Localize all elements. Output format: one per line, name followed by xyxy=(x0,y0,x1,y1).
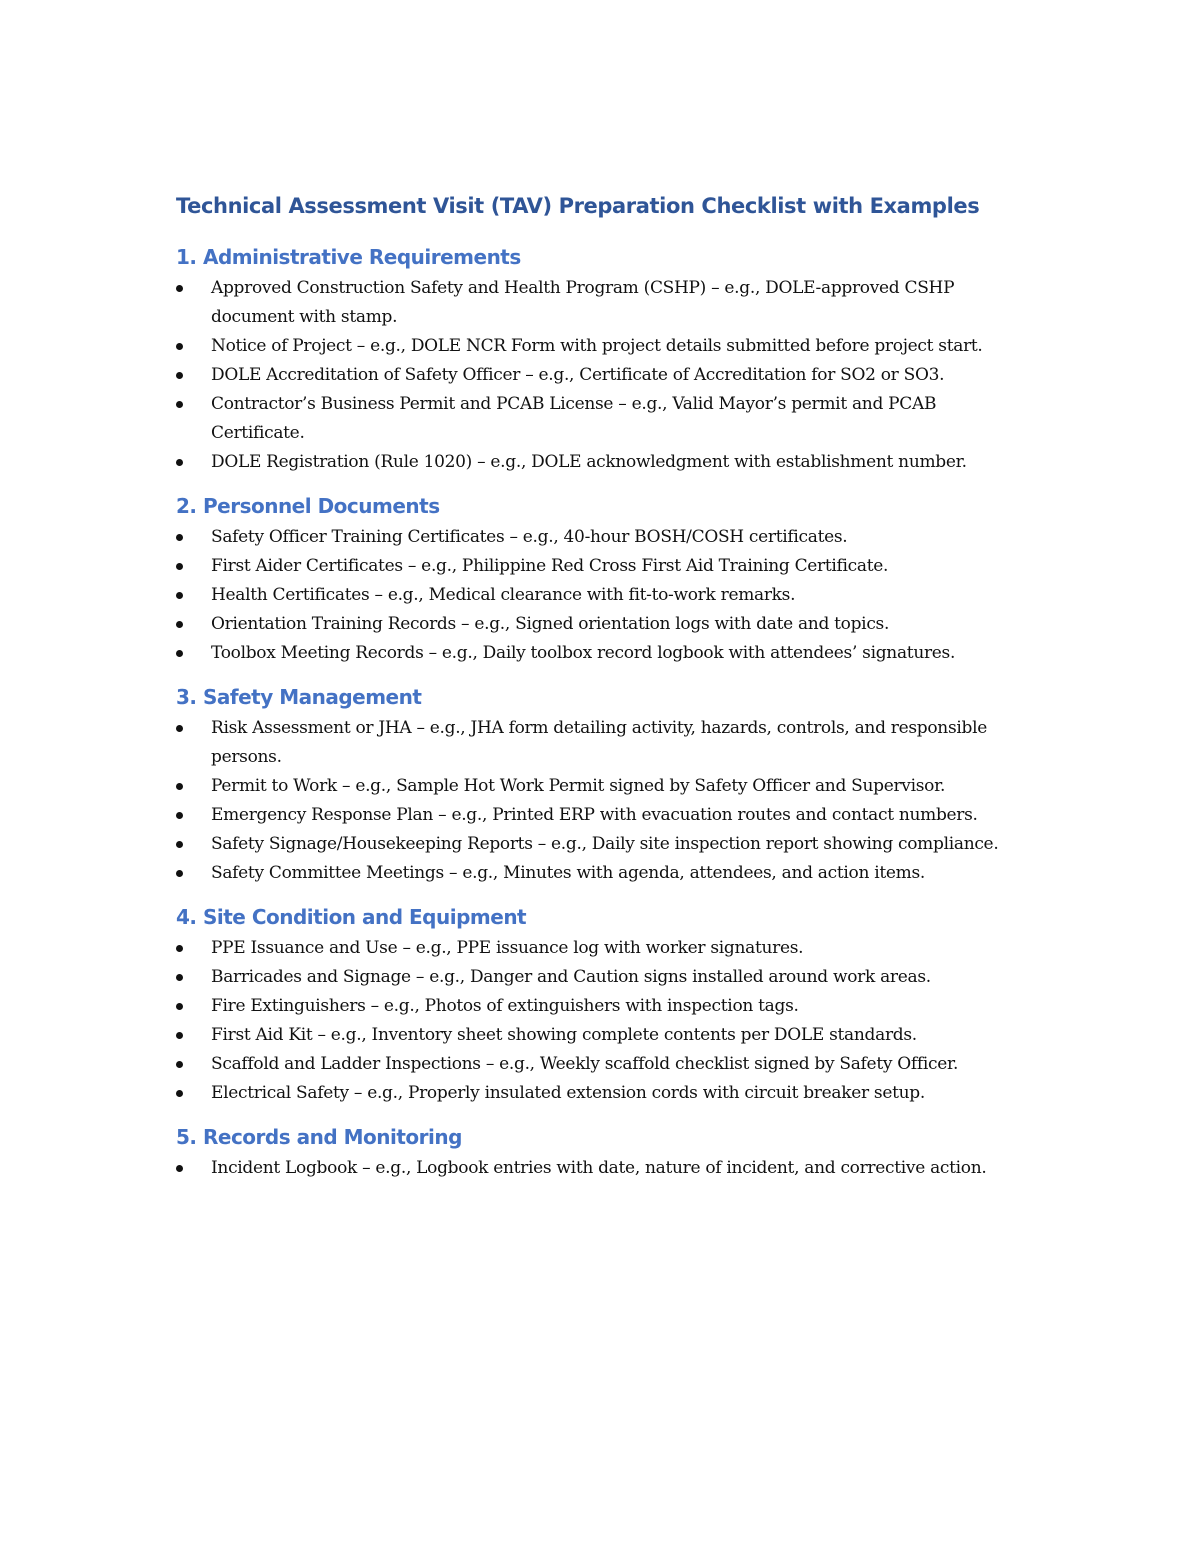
list-item xyxy=(176,1050,1001,1079)
list-item-text: Safety Committee Meetings – e.g., Minutes with agenda, attendees, and action items. xyxy=(211,863,925,883)
bullet-icon xyxy=(176,974,183,981)
list-item-text: Fire Extinguishers – e.g., Photos of extinguishers with inspection tags. xyxy=(211,996,799,1016)
bullet-icon xyxy=(176,534,183,541)
list-item xyxy=(176,552,1001,581)
bullet-icon xyxy=(176,343,183,350)
list-item xyxy=(176,332,1001,361)
list-item xyxy=(176,1079,1001,1108)
bullet-icon xyxy=(176,1032,183,1039)
list-item-text: First Aider Certificates – e.g., Philippine Red Cross First Aid Training Certificate. xyxy=(211,556,889,576)
bullet-icon xyxy=(176,563,183,570)
bullet-icon xyxy=(176,401,183,408)
section xyxy=(176,682,1036,888)
list-item xyxy=(176,581,1001,610)
list-item-text: Safety Signage/Housekeeping Reports – e.g., Daily site inspection report showing compliance. xyxy=(211,834,999,854)
list-item-text: Incident Logbook – e.g., Logbook entries with date, nature of incident, and corrective action. xyxy=(211,1158,987,1178)
list-item xyxy=(176,934,1001,963)
list-item xyxy=(176,523,1001,552)
bullet-icon xyxy=(176,592,183,599)
bullet-icon xyxy=(176,1003,183,1010)
list-item-text: Scaffold and Ladder Inspections – e.g., Weekly scaffold checklist signed by Safety Officer. xyxy=(211,1054,959,1074)
checklist xyxy=(176,714,1036,888)
list-item xyxy=(176,274,1001,332)
list-item-text: Notice of Project – e.g., DOLE NCR Form with project details submitted before project start. xyxy=(211,336,983,356)
list-item-text: Barricades and Signage – e.g., Danger and Caution signs installed around work areas. xyxy=(211,967,931,987)
document-body xyxy=(176,190,1036,1197)
list-item-text: Permit to Work – e.g., Sample Hot Work Permit signed by Safety Officer and Supervisor. xyxy=(211,776,946,796)
section-heading: 1. Administrative Requirements xyxy=(176,245,521,269)
list-item xyxy=(176,801,1001,830)
list-item xyxy=(176,992,1001,1021)
list-item xyxy=(176,639,1001,668)
checklist xyxy=(176,934,1036,1108)
bullet-icon xyxy=(176,725,183,732)
bullet-icon xyxy=(176,1061,183,1068)
list-item xyxy=(176,361,1001,390)
list-item xyxy=(176,390,1001,448)
list-item xyxy=(176,963,1001,992)
list-item-text: Contractor’s Business Permit and PCAB License – e.g., Valid Mayor’s permit and PCAB Certificate. xyxy=(211,394,937,443)
list-item xyxy=(176,859,1001,888)
bullet-icon xyxy=(176,783,183,790)
bullet-icon xyxy=(176,650,183,657)
list-item xyxy=(176,772,1001,801)
list-item-text: Electrical Safety – e.g., Properly insulated extension cords with circuit breaker setup. xyxy=(211,1083,925,1103)
bullet-icon xyxy=(176,812,183,819)
list-item-text: PPE Issuance and Use – e.g., PPE issuance log with worker signatures. xyxy=(211,938,804,958)
bullet-icon xyxy=(176,459,183,466)
list-item xyxy=(176,830,1001,859)
list-item-text: First Aid Kit – e.g., Inventory sheet showing complete contents per DOLE standards. xyxy=(211,1025,917,1045)
list-item-text: Orientation Training Records – e.g., Signed orientation logs with date and topics. xyxy=(211,614,890,634)
section-heading: 4. Site Condition and Equipment xyxy=(176,905,527,929)
list-item xyxy=(176,714,1001,772)
list-item xyxy=(176,1021,1001,1050)
section xyxy=(176,491,1036,668)
section-heading: 5. Records and Monitoring xyxy=(176,1125,462,1149)
bullet-icon xyxy=(176,621,183,628)
bullet-icon xyxy=(176,1165,183,1172)
checklist xyxy=(176,274,1036,477)
list-item-text: Approved Construction Safety and Health Program (CSHP) – e.g., DOLE-approved CSHP document with stamp. xyxy=(211,278,955,327)
checklist xyxy=(176,1154,1036,1183)
sections-container xyxy=(176,242,1036,1183)
section xyxy=(176,1122,1036,1183)
list-item-text: Health Certificates – e.g., Medical clearance with fit-to-work remarks. xyxy=(211,585,796,605)
list-item-text: Emergency Response Plan – e.g., Printed ERP with evacuation routes and contact numbers. xyxy=(211,805,978,825)
list-item xyxy=(176,448,1001,477)
bullet-icon xyxy=(176,1090,183,1097)
list-item-text: DOLE Accreditation of Safety Officer – e.g., Certificate of Accreditation for SO2 or SO3. xyxy=(211,365,945,385)
bullet-icon xyxy=(176,870,183,877)
list-item xyxy=(176,1154,1001,1183)
bullet-icon xyxy=(176,285,183,292)
bullet-icon xyxy=(176,372,183,379)
section xyxy=(176,242,1036,477)
list-item xyxy=(176,610,1001,639)
section-heading: 3. Safety Management xyxy=(176,685,422,709)
list-item-text: Toolbox Meeting Records – e.g., Daily toolbox record logbook with attendees’ signatures. xyxy=(211,643,956,663)
bullet-icon xyxy=(176,945,183,952)
section-heading: 2. Personnel Documents xyxy=(176,494,440,518)
list-item-text: Risk Assessment or JHA – e.g., JHA form detailing activity, hazards, controls, and responsible persons. xyxy=(211,718,987,767)
list-item-text: Safety Officer Training Certificates – e.g., 40-hour BOSH/COSH certificates. xyxy=(211,527,848,547)
checklist xyxy=(176,523,1036,668)
list-item-text: DOLE Registration (Rule 1020) – e.g., DOLE acknowledgment with establishment number. xyxy=(211,452,967,472)
document-title: Technical Assessment Visit (TAV) Preparation Checklist with Examples xyxy=(176,194,980,218)
section xyxy=(176,902,1036,1108)
bullet-icon xyxy=(176,841,183,848)
